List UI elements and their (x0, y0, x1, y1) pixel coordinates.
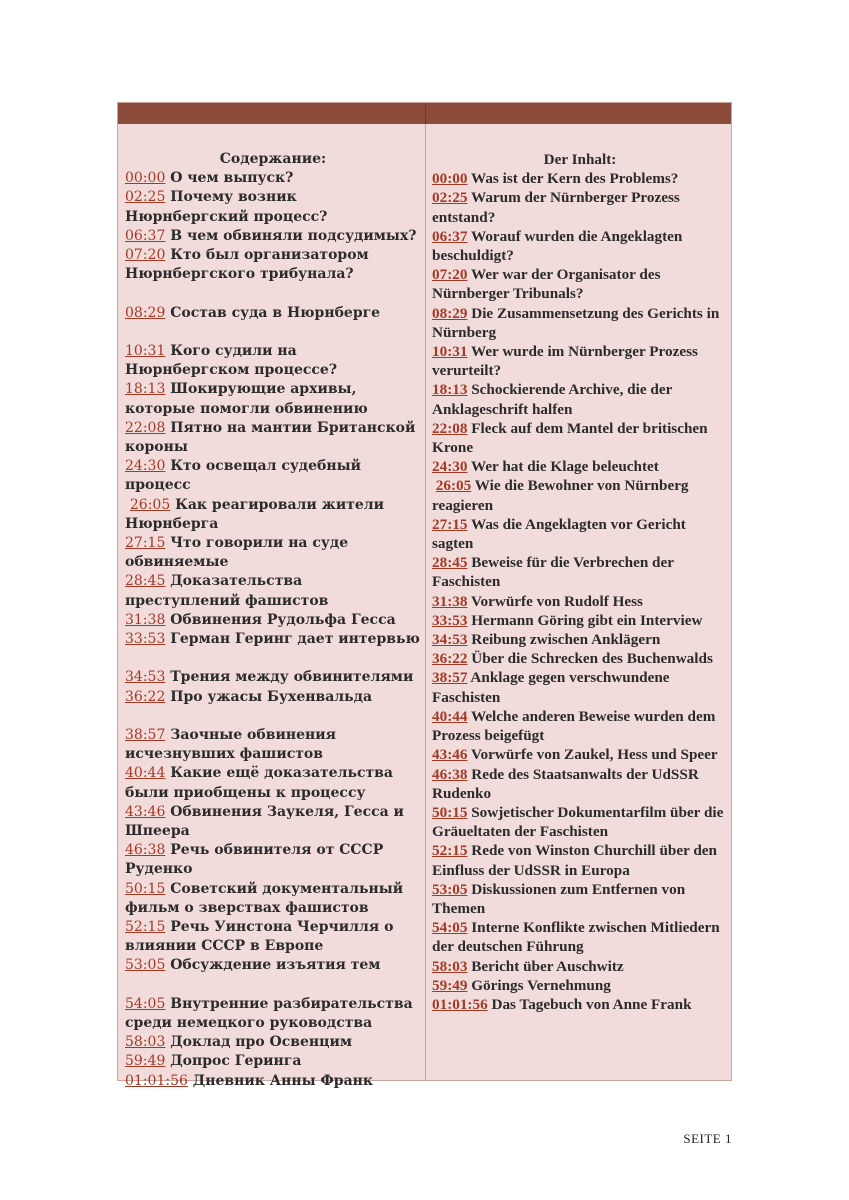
entry-title: Речь обвинителя от СССР Руденко (125, 842, 384, 878)
entry-title: Sowjetischer Dokumentarfilm über die Gräueltaten der Faschisten (432, 803, 724, 841)
timestamp-link[interactable]: 40:44 (125, 765, 166, 782)
entry-title: Доказательства преступлений фашистов (125, 573, 329, 609)
entry-title: Über die Schrecken des Buchenwalds (471, 650, 713, 668)
timestamp-link[interactable]: 24:30 (432, 458, 468, 476)
toc-entry (125, 169, 421, 188)
timestamp-link[interactable]: 28:45 (125, 573, 166, 590)
german-column (432, 150, 728, 1014)
timestamp-link[interactable]: 27:15 (125, 535, 166, 552)
timestamp-link[interactable]: 18:13 (432, 381, 468, 399)
toc-entry (125, 803, 421, 841)
timestamp-link[interactable]: 02:25 (432, 189, 468, 207)
german-column-title: Der Inhalt: (543, 151, 617, 168)
timestamp-link[interactable]: 36:22 (125, 688, 166, 705)
entry-title: Interne Konflikte zwischen Mitliedern der deutschen Führung (432, 919, 720, 956)
toc-entry (432, 592, 728, 611)
timestamp-link[interactable]: 10:31 (125, 343, 166, 359)
toc-entry (432, 227, 728, 265)
toc-entry (432, 188, 728, 226)
timestamp-link[interactable]: 58:03 (432, 957, 468, 975)
timestamp-link[interactable]: 43:46 (432, 746, 468, 764)
entry-title: Rede von Winston Churchill über den Einfluss der UdSSR in Europa (432, 842, 717, 879)
entry-title: Как реагировали жители Нюрнберга (125, 496, 385, 532)
timestamp-link[interactable]: 18:13 (125, 381, 166, 398)
timestamp-link[interactable]: 27:15 (432, 515, 468, 533)
entry-title: Anklage gegen verschwundene Faschisten (432, 669, 670, 706)
entry-title: Wer wurde im Nürnberger Prozess verurteilt? (432, 343, 698, 380)
timestamp-link[interactable]: 26:05 (129, 496, 171, 513)
timestamp-link[interactable]: 07:20 (432, 266, 468, 284)
entry-title: Das Tagebuch von Anne Frank (491, 995, 692, 1013)
toc-entry (432, 515, 728, 553)
toc-entry (432, 380, 728, 418)
toc-entry (125, 380, 421, 418)
column-divider-header (425, 103, 426, 124)
toc-entry (432, 476, 728, 514)
timestamp-link[interactable]: 33:53 (125, 631, 166, 648)
timestamp-link[interactable]: 01:01:56 (125, 1072, 188, 1089)
timestamp-link[interactable]: 46:38 (125, 842, 166, 859)
entry-title: Обвинения Рудольфа Гесса (170, 611, 396, 628)
entry-title: Пятно на мантии Британской короны (125, 419, 416, 456)
toc-entry (125, 630, 421, 649)
toc-entry (432, 342, 728, 380)
entry-title: Rede des Staatsanwalts der UdSSR Rudenko (432, 765, 699, 802)
timestamp-link[interactable]: 50:15 (125, 880, 166, 897)
entry-title: Обсуждение изъятия тем (170, 957, 381, 974)
entry-title: Герман Геринг дает интервью (170, 631, 420, 648)
entry-title: Görings Vernehmung (471, 976, 611, 994)
toc-entry (125, 956, 421, 975)
toc-entry (125, 188, 421, 226)
timestamp-link[interactable]: 40:44 (432, 707, 468, 725)
entry-title: Кто освещал судебный процесс (125, 458, 362, 494)
timestamp-link[interactable]: 53:05 (125, 957, 166, 974)
entry-title: Wer hat die Klage beleuchtet (470, 458, 659, 476)
entry-title: Wie die Bewohner von Nürnberg reagieren (432, 477, 689, 514)
timestamp-link[interactable]: 08:29 (125, 304, 166, 321)
entry-title: Bericht über Auschwitz (471, 957, 624, 975)
entry-title: Состав суда в Нюрнберге (170, 304, 381, 321)
entry-title: Заочные обвинения исчезнувших фашистов (125, 727, 336, 763)
toc-entry (432, 707, 728, 745)
toc-entry (125, 572, 421, 610)
timestamp-link[interactable]: 01:01:56 (432, 995, 488, 1013)
timestamp-link[interactable]: 52:15 (125, 919, 166, 936)
toc-entry (432, 649, 728, 668)
timestamp-link[interactable]: 54:05 (125, 995, 166, 1012)
german-entry-list (432, 169, 728, 1014)
timestamp-link[interactable]: 00:00 (432, 170, 468, 188)
timestamp-link[interactable]: 59:49 (432, 976, 468, 994)
timestamp-link[interactable]: 02:25 (125, 189, 166, 206)
toc-table (117, 102, 732, 1089)
toc-entry (125, 246, 421, 284)
toc-entry (125, 304, 421, 323)
toc-entry (432, 265, 728, 303)
column-divider (425, 103, 426, 1080)
timestamp-link[interactable]: 34:53 (125, 669, 166, 686)
entry-title: Шокирующие архивы, которые помогли обвинению (125, 381, 368, 417)
timestamp-link[interactable]: 34:53 (432, 631, 468, 649)
timestamp-link[interactable]: 38:57 (432, 669, 468, 687)
entry-title: Кого судили на Нюрнбергском процессе? (125, 343, 338, 379)
page-number: SEITE 1 (683, 1131, 732, 1146)
toc-entry (125, 227, 421, 246)
timestamp-link[interactable]: 53:05 (432, 880, 468, 898)
toc-entry (125, 419, 421, 457)
timestamp-link[interactable]: 59:49 (125, 1053, 166, 1070)
toc-entry (125, 1033, 421, 1052)
entry-title: Was ist der Kern des Problems? (470, 170, 679, 188)
toc-entry (432, 765, 728, 803)
entry-title: Welche anderen Beweise wurden dem Prozess beigefügt (432, 707, 716, 745)
timestamp-link[interactable]: 52:15 (432, 842, 468, 860)
toc-entry (432, 419, 728, 457)
toc-entry (432, 611, 728, 630)
toc-entry (125, 611, 421, 630)
entry-title: Beweise für die Verbrechen der Faschisten (432, 554, 674, 591)
entry-title: Fleck auf dem Mantel der britischen Krone (432, 419, 708, 457)
toc-entry (125, 688, 421, 707)
timestamp-link[interactable]: 22:08 (125, 419, 166, 436)
timestamp-link[interactable]: 33:53 (432, 611, 468, 629)
timestamp-link[interactable]: 24:30 (125, 458, 166, 475)
spacer (125, 284, 421, 303)
entry-title: Wer war der Organisator des Nürnberger Tribunals? (432, 266, 661, 303)
timestamp-link[interactable]: 58:03 (125, 1034, 166, 1051)
entry-title: Дневник Анны Франк (192, 1072, 374, 1089)
entry-title: Reibung zwischen Anklägern (471, 631, 661, 649)
timestamp-link[interactable]: 26:05 (435, 477, 472, 495)
russian-entry-list (125, 169, 421, 1091)
entry-title: Внутренние разбирательства среди немецкого руководства (125, 995, 413, 1032)
toc-entry (432, 668, 728, 706)
timestamp-link[interactable]: 07:20 (125, 247, 166, 264)
entry-title: Hermann Göring gibt ein Interview (471, 611, 703, 629)
toc-entry (432, 976, 728, 995)
toc-entry (125, 342, 421, 380)
entry-title: Советский документальный фильм о зверствах фашистов (125, 880, 404, 916)
timestamp-link[interactable]: 54:05 (432, 919, 468, 937)
toc-entry (125, 880, 421, 918)
entry-title: Доклад про Освенцим (170, 1034, 353, 1051)
toc-entry (125, 995, 421, 1033)
entry-title: Речь Уинстона Черчилля о влиянии СССР в Европе (125, 919, 394, 955)
toc-entry (432, 803, 728, 841)
toc-entry (432, 841, 728, 879)
timestamp-link[interactable]: 00:00 (125, 170, 166, 187)
toc-entry (432, 880, 728, 918)
entry-title: Обвинения Заукеля, Гесса и Шпеера (125, 803, 404, 840)
timestamp-link[interactable]: 06:37 (125, 227, 166, 244)
entry-title: Кто был организатором Нюрнбергского трибунала? (125, 247, 369, 283)
russian-column (125, 150, 421, 1091)
timestamp-link[interactable]: 38:57 (125, 727, 166, 744)
entry-title: Про ужасы Бухенвальда (170, 688, 373, 705)
toc-entry (432, 957, 728, 976)
entry-title: Допрос Геринга (170, 1053, 302, 1070)
timestamp-link[interactable]: 36:22 (432, 650, 468, 668)
timestamp-link[interactable]: 06:37 (432, 227, 468, 245)
timestamp-link[interactable]: 10:31 (432, 343, 468, 361)
entry-title: Worauf wurden die Angeklagten beschuldigt? (432, 227, 683, 265)
entry-title: Почему возник Нюрнбергский процесс? (125, 189, 328, 225)
timestamp-link[interactable]: 22:08 (432, 419, 468, 437)
timestamp-link[interactable]: 31:38 (125, 611, 166, 628)
toc-entry (125, 841, 421, 879)
entry-title: Vorwürfe von Zaukel, Hess und Speer (470, 746, 718, 764)
toc-entry (125, 457, 421, 495)
timestamp-link[interactable]: 31:38 (432, 592, 468, 610)
entry-title: Schockierende Archive, die der Anklageschrift halfen (432, 381, 673, 418)
spacer (125, 707, 421, 726)
timestamp-link[interactable]: 08:29 (432, 304, 468, 322)
russian-column-title: Содержание: (219, 151, 327, 167)
toc-entry (125, 918, 421, 956)
toc-entry (432, 169, 728, 188)
toc-entry (432, 553, 728, 591)
toc-entry (125, 764, 421, 802)
toc-entry (432, 745, 728, 764)
timestamp-link[interactable]: 43:46 (125, 803, 166, 820)
toc-entry (125, 726, 421, 764)
timestamp-link[interactable]: 50:15 (432, 803, 468, 821)
entry-title: Diskussionen zum Entfernen von Themen (432, 880, 686, 917)
entry-title: Warum der Nürnberger Prozess entstand? (432, 189, 680, 226)
toc-entry (125, 534, 421, 572)
timestamp-link[interactable]: 46:38 (432, 765, 468, 783)
toc-entry (432, 304, 728, 342)
spacer (125, 323, 421, 342)
timestamp-link[interactable]: 28:45 (432, 554, 468, 572)
entry-title: Die Zusammensetzung des Gerichts in Nürnberg (432, 304, 720, 341)
entry-title: Трения между обвинителями (170, 669, 414, 686)
toc-entry (432, 918, 728, 956)
entry-title: В чем обвиняли подсудимых? (170, 227, 417, 244)
entry-title: Что говорили на суде обвиняемые (125, 535, 349, 571)
toc-entry (432, 995, 728, 1014)
toc-entry (432, 457, 728, 476)
entry-title: Vorwürfe von Rudolf Hess (470, 592, 643, 610)
toc-entry (125, 496, 421, 534)
toc-entry (125, 1072, 421, 1091)
entry-title: Какие ещё доказательства были приобщены к процессу (125, 765, 393, 801)
entry-title: О чем выпуск? (170, 170, 294, 187)
entry-title: Was die Angeklagten vor Gericht sagten (432, 515, 686, 553)
toc-entry (125, 668, 421, 687)
spacer (125, 649, 421, 668)
spacer (125, 976, 421, 995)
toc-entry (125, 1052, 421, 1071)
toc-entry (432, 630, 728, 649)
